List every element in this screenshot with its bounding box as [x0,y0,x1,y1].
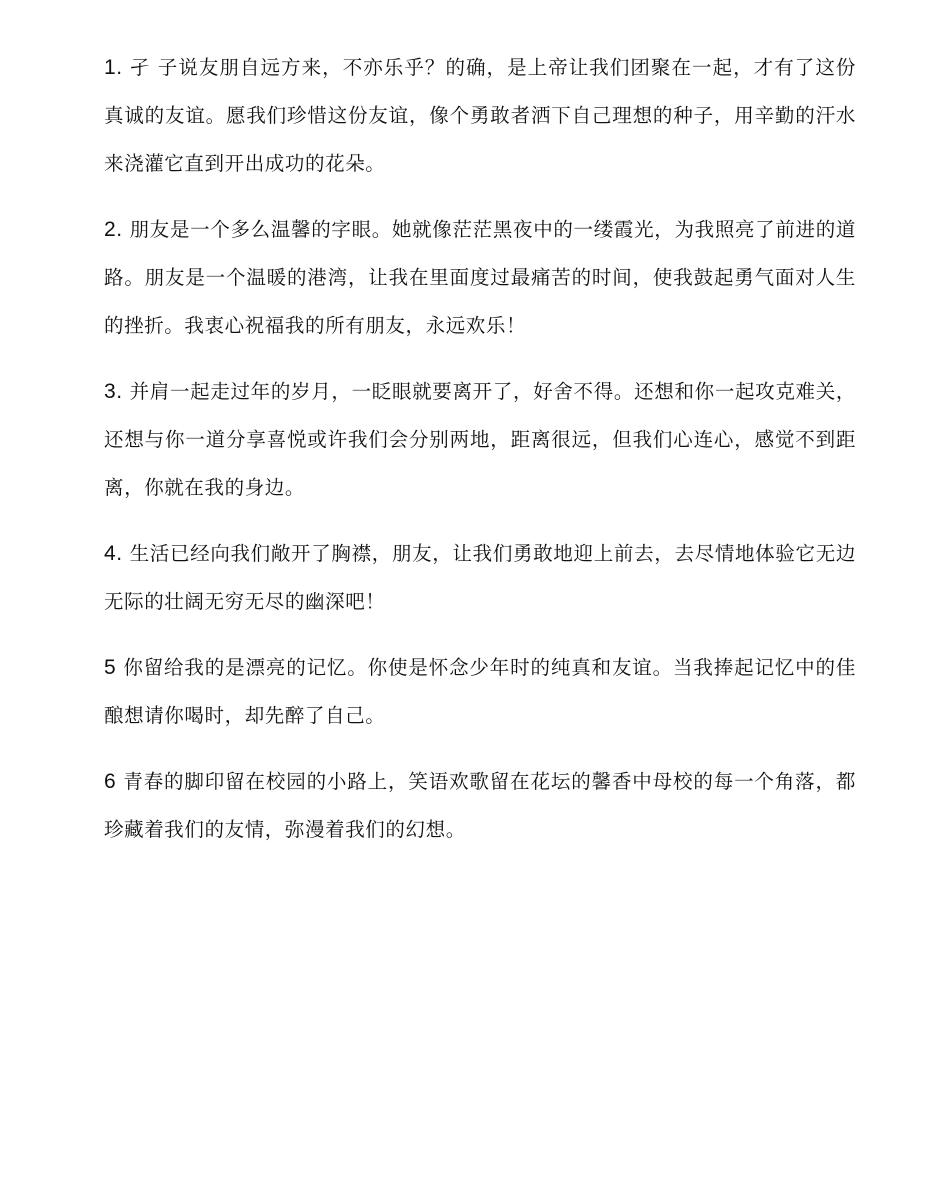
paragraph-number: 3. [104,380,123,403]
paragraph-number: 5 [104,656,117,679]
paragraph-number: 6 [104,770,117,793]
paragraph-3 [104,368,856,512]
paragraph-text: 孑 子说友朋自远方来，不亦乐乎？的确，是上帝让我们团聚在一起，才有了这份真诚的友谊。愿我们珍惜这份友谊，像个勇敢者洒下自己理想的种子，用辛勤的汗水来浇灌它直到开出成功的花朵。 [104,56,856,175]
paragraph-number: 4. [104,542,123,565]
paragraph-number: 1. [104,56,123,79]
document-page [104,44,856,872]
paragraph-1 [104,44,856,188]
paragraph-2 [104,206,856,350]
paragraph-text: 并肩一起走过年的岁月，一眨眼就要离开了，好舍不得。还想和你一起攻克难关，还想与你一道分享喜悦或许我们会分别两地，距离很远，但我们心连心，感觉不到距离，你就在我的身边。 [104,380,856,499]
paragraph-text: 朋友是一个多么温馨的字眼。她就像茫茫黑夜中的一缕霞光，为我照亮了前进的道路。朋友是一个温暖的港湾，让我在里面度过最痛苦的时间，使我鼓起勇气面对人生的挫折。我衷心祝福我的所有朋友，永远欢乐！ [104,218,856,337]
paragraph-text: 生活已经向我们敞开了胸襟，朋友，让我们勇敢地迎上前去，去尽情地体验它无边无际的壮阔无穷无尽的幽深吧！ [104,542,856,613]
paragraph-text: 你留给我的是漂亮的记忆。你使是怀念少年时的纯真和友谊。当我捧起记忆中的佳酿想请你喝时，却先醉了自己。 [104,656,856,727]
paragraph-text: 青春的脚印留在校园的小路上，笑语欢歌留在花坛的馨香中母校的每一个角落，都珍藏着我们的友情，弥漫着我们的幻想。 [104,770,856,841]
paragraph-5 [104,644,856,740]
paragraph-4 [104,530,856,626]
paragraph-6 [104,758,856,854]
paragraph-number: 2. [104,218,123,241]
